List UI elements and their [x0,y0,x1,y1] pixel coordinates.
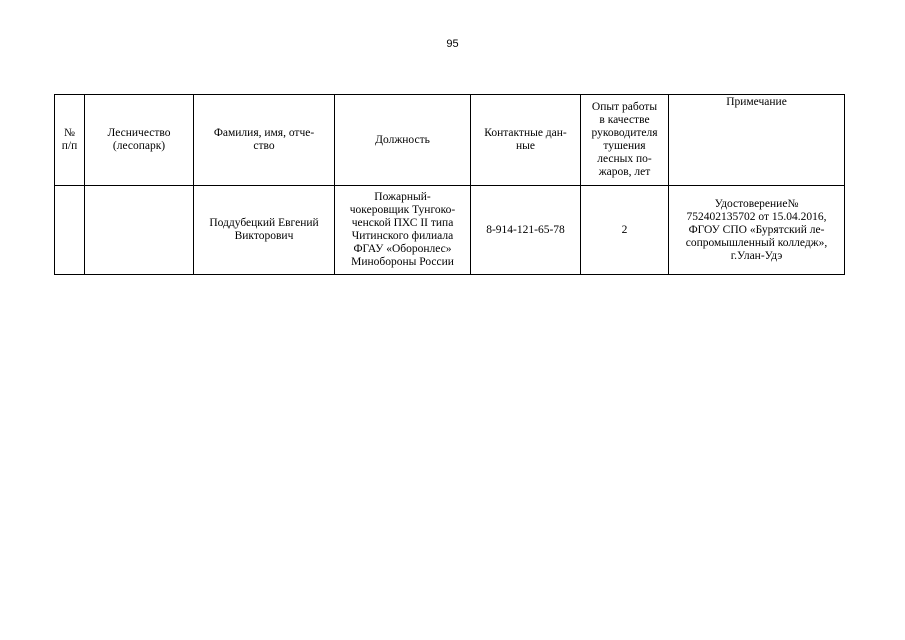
cell-contacts: 8-914-121-65-78 [471,186,581,275]
header-name: Фамилия, имя, отче- ство [194,95,335,186]
header-num: № п/п [55,95,85,186]
cell-forestry [85,186,194,275]
cell-position: Пожарный- чокеровщик Тунгоко- ченской ПХС II типа Читинского филиала ФГАУ «Оборонлес» Минобороны России [335,186,471,275]
header-forestry: Лесничество (лесопарк) [85,95,194,186]
header-note: Примечание [669,95,845,186]
personnel-table [54,94,845,275]
cell-note: Удостоверение№ 752402135702 от 15.04.2016, ФГОУ СПО «Бурятский ле- сопромышленный колледж», г.Улан-Удэ [669,186,845,275]
table-row [55,186,845,275]
header-position: Должность [335,95,471,186]
cell-experience: 2 [581,186,669,275]
table-header-row [55,95,845,186]
cell-num [55,186,85,275]
cell-name: Поддубецкий Евгений Викторович [194,186,335,275]
header-contacts: Контактные дан- ные [471,95,581,186]
page-number: 95 [446,38,459,50]
header-experience: Опыт работы в качестве руководителя тушения лесных по- жаров, лет [581,95,669,186]
